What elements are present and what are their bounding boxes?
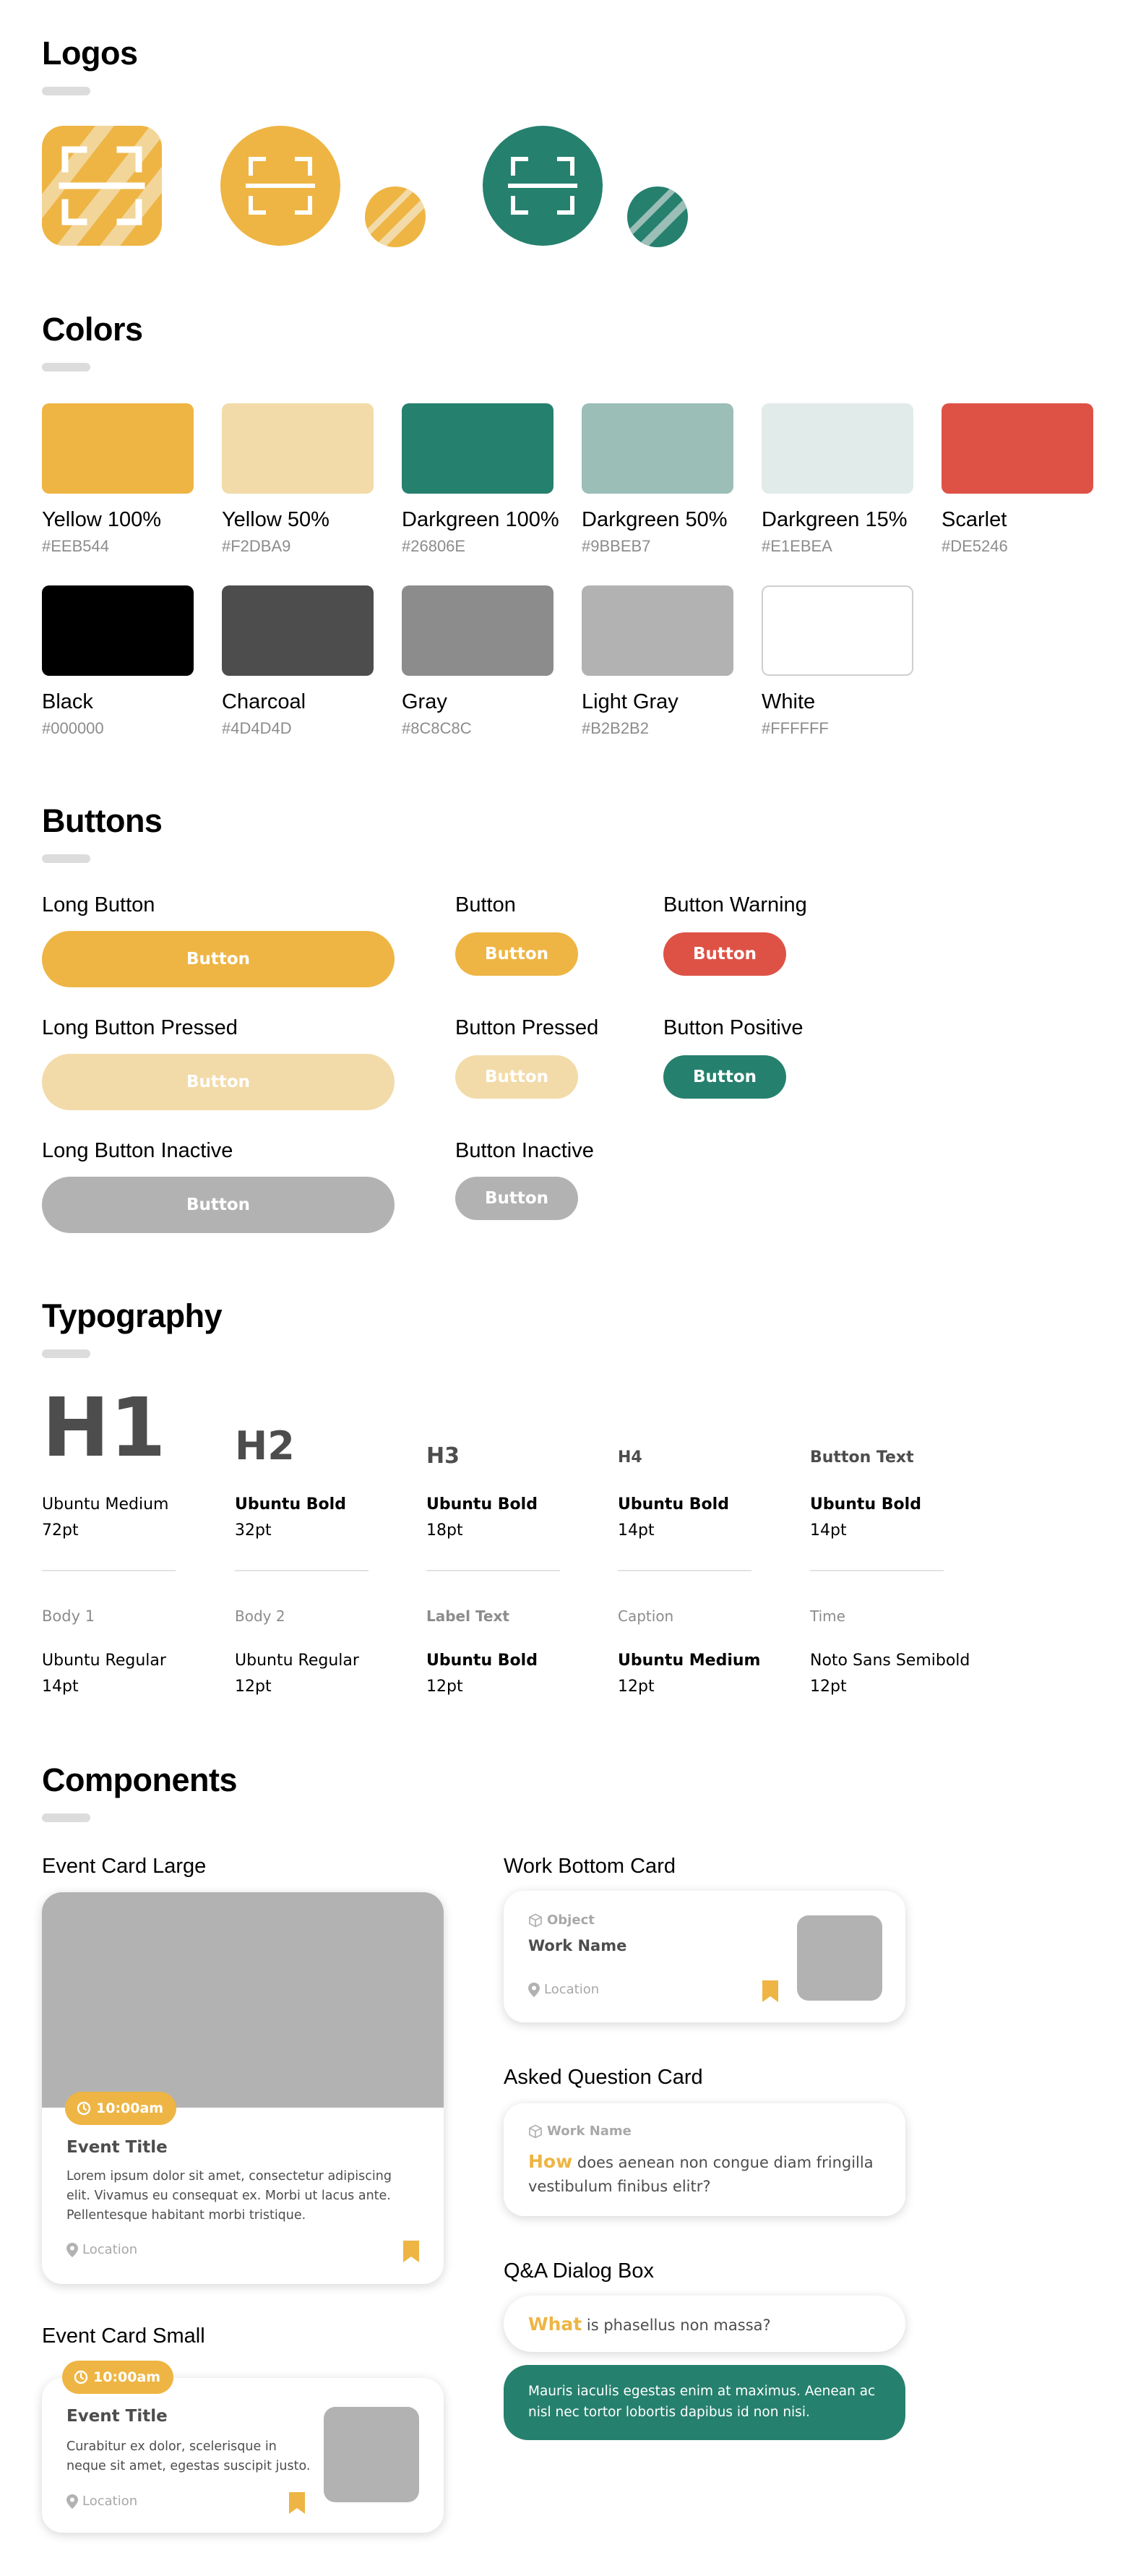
qa-question-bubble <box>504 2296 905 2352</box>
qa-question-text <box>528 2314 771 2335</box>
qa-answer-text: Mauris iaculis egestas enim at maximus. Aenean ac nisl nec tortor lobortis dapibus id non nisi. <box>528 2384 876 2420</box>
question-highlight: How <box>528 2151 573 2172</box>
color-name: Light Gray <box>582 690 678 713</box>
bookmark-icon[interactable] <box>403 2241 419 2262</box>
type-spec-label-text: Ubuntu Bold 12pt <box>426 1652 538 1696</box>
section-title-buttons: Buttons <box>42 802 163 839</box>
button-pressed[interactable]: Button <box>455 1055 578 1099</box>
event-card-large[interactable] <box>42 1892 444 2284</box>
color-hex: #26806E <box>402 537 466 555</box>
location-text: Location <box>82 2242 138 2257</box>
location-pin-icon <box>66 2243 78 2257</box>
time-badge <box>65 2092 176 2125</box>
object-text: Object <box>547 1912 595 1928</box>
logo-app-icon <box>42 126 162 246</box>
label-button-warning: Button Warning <box>663 893 807 916</box>
color-hex: #8C8C8C <box>402 719 472 737</box>
color-name: Charcoal <box>222 690 306 713</box>
question-body: does aenean non congue diam fringilla vestibulum finibus elitr? <box>528 2154 874 2195</box>
type-sample-time: Time <box>810 1607 845 1625</box>
label-event-card-large: Event Card Large <box>42 1855 207 1878</box>
color-name: Darkgreen 100% <box>402 508 559 531</box>
section-divider <box>42 1349 90 1358</box>
type-sample-label-text: Label Text <box>426 1607 509 1625</box>
type-spec-h1: Ubuntu Medium 72pt <box>42 1495 169 1540</box>
color-hex: #DE5246 <box>942 537 1008 555</box>
color-swatch <box>42 585 194 676</box>
color-swatch <box>762 585 913 676</box>
label-long-button-inactive: Long Button Inactive <box>42 1139 233 1162</box>
section-title-logos: Logos <box>42 35 138 72</box>
event-thumbnail <box>324 2407 419 2502</box>
qa-question-body: is phasellus non massa? <box>582 2316 771 2334</box>
label-button: Button <box>455 893 516 916</box>
section-divider <box>42 363 90 372</box>
location-text: Location <box>82 2494 138 2509</box>
color-swatch <box>942 403 1093 494</box>
type-sample-h3: H3 <box>426 1443 460 1469</box>
section-divider <box>42 1813 90 1822</box>
color-name: Yellow 100% <box>42 508 161 531</box>
color-swatch <box>582 585 733 676</box>
color-name: Gray <box>402 690 447 713</box>
divider <box>810 1570 944 1571</box>
event-title: Event Title <box>66 2138 168 2157</box>
color-name: Darkgreen 50% <box>582 508 728 531</box>
work-object <box>528 1912 595 1928</box>
label-long-button-pressed: Long Button Pressed <box>42 1016 238 1039</box>
event-title: Event Title <box>66 2407 168 2426</box>
location-pin-icon <box>528 1983 540 1997</box>
color-hex: #E1EBEA <box>762 537 832 555</box>
type-sample-body2: Body 2 <box>235 1607 285 1625</box>
section-title-colors: Colors <box>42 311 143 348</box>
type-sample-h1: H1 <box>42 1381 166 1475</box>
label-button-positive: Button Positive <box>663 1016 804 1039</box>
event-card-small[interactable] <box>42 2378 444 2533</box>
work-name: Work Name <box>528 1937 627 1954</box>
color-swatch <box>222 403 374 494</box>
label-long-button: Long Button <box>42 893 155 916</box>
type-spec-button-text: Ubuntu Bold 14pt <box>810 1495 921 1540</box>
work-thumbnail <box>797 1915 882 2001</box>
color-swatch <box>402 585 553 676</box>
type-spec-time: Noto Sans Semibold 12pt <box>810 1652 970 1696</box>
clock-icon <box>77 2101 91 2116</box>
event-location <box>66 2494 137 2509</box>
type-sample-h4: H4 <box>618 1448 642 1467</box>
type-sample-h2: H2 <box>235 1423 295 1469</box>
long-button-pressed[interactable]: Button <box>42 1054 395 1110</box>
label-work-bottom-card: Work Bottom Card <box>504 1855 676 1878</box>
location-pin-icon <box>66 2494 78 2509</box>
type-sample-body1: Body 1 <box>42 1607 95 1625</box>
type-sample-button-text: Button Text <box>810 1448 914 1467</box>
location-text: Location <box>544 1982 600 1997</box>
long-button-inactive[interactable]: Button <box>42 1177 395 1233</box>
type-spec-h2: Ubuntu Bold 32pt <box>235 1495 346 1540</box>
event-location <box>66 2242 137 2257</box>
logo-circle-yellow <box>220 126 340 246</box>
button-warning[interactable]: Button <box>663 932 786 976</box>
color-swatch <box>762 403 913 494</box>
color-swatch <box>402 403 553 494</box>
cube-icon <box>528 2124 543 2139</box>
button[interactable]: Button <box>455 932 578 976</box>
color-hex: #F2DBA9 <box>222 537 291 555</box>
type-spec-caption: Ubuntu Medium 12pt <box>618 1652 761 1696</box>
cube-icon <box>528 1913 543 1928</box>
long-button[interactable]: Button <box>42 931 395 987</box>
color-name: Darkgreen 15% <box>762 508 908 531</box>
qa-answer-bubble <box>504 2365 905 2440</box>
color-hex: #FFFFFF <box>762 719 829 737</box>
divider <box>42 1570 176 1571</box>
logo-mark-darkgreen <box>627 186 688 247</box>
bookmark-icon[interactable] <box>762 1980 778 2002</box>
time-text: 10:00am <box>96 2100 164 2116</box>
asked-question-card[interactable] <box>504 2103 905 2216</box>
color-swatch <box>42 403 194 494</box>
section-title-components: Components <box>42 1761 237 1798</box>
color-hex: #B2B2B2 <box>582 719 649 737</box>
color-swatch <box>222 585 374 676</box>
color-name: White <box>762 690 816 713</box>
work-bottom-card[interactable] <box>504 1891 905 2022</box>
divider <box>235 1570 369 1571</box>
clock-icon <box>74 2370 88 2384</box>
event-description: Curabitur ex dolor, scelerisque in neque sit amet, egestas suscipit justo. <box>66 2439 311 2473</box>
bookmark-icon[interactable] <box>289 2492 305 2514</box>
work-location <box>528 1982 599 1997</box>
type-spec-h3: Ubuntu Bold 18pt <box>426 1495 538 1540</box>
logo-circle-darkgreen <box>483 126 603 246</box>
color-hex: #EEB544 <box>42 537 109 555</box>
label-button-pressed: Button Pressed <box>455 1016 599 1039</box>
event-description: Lorem ipsum dolor sit amet, consectetur adipiscing elit. Vivamus eu consequat ex. Morbi ut lacus ante. Pellentesque habitant morbi tristique. <box>66 2169 392 2223</box>
question-text <box>528 2150 882 2199</box>
section-divider <box>42 854 90 863</box>
color-name: Yellow 50% <box>222 508 329 531</box>
color-swatch <box>582 403 733 494</box>
time-badge <box>62 2361 173 2394</box>
logo-mark-yellow <box>365 186 426 247</box>
color-name: Black <box>42 690 93 713</box>
section-title-typography: Typography <box>42 1297 223 1334</box>
event-image-placeholder <box>42 1892 444 2108</box>
label-qa-dialog-box: Q&A Dialog Box <box>504 2259 654 2283</box>
label-asked-question-card: Asked Question Card <box>504 2066 703 2089</box>
work-name-text: Work Name <box>547 2124 632 2139</box>
qa-highlight: What <box>528 2313 582 2335</box>
question-work <box>528 2124 632 2139</box>
color-hex: #9BBEB7 <box>582 537 651 555</box>
divider <box>426 1570 560 1571</box>
section-divider <box>42 87 90 95</box>
label-button-inactive: Button Inactive <box>455 1139 594 1162</box>
button-inactive[interactable]: Button <box>455 1177 578 1220</box>
divider <box>618 1570 751 1571</box>
color-name: Scarlet <box>942 508 1007 531</box>
label-event-card-small: Event Card Small <box>42 2324 205 2348</box>
color-hex: #4D4D4D <box>222 719 292 737</box>
type-spec-h4: Ubuntu Bold 14pt <box>618 1495 729 1540</box>
time-text: 10:00am <box>93 2369 161 2385</box>
color-hex: #000000 <box>42 719 104 737</box>
type-spec-body1: Ubuntu Regular 14pt <box>42 1652 166 1696</box>
type-sample-caption: Caption <box>618 1607 674 1625</box>
button-positive[interactable]: Button <box>663 1055 786 1099</box>
type-spec-body2: Ubuntu Regular 12pt <box>235 1652 359 1696</box>
